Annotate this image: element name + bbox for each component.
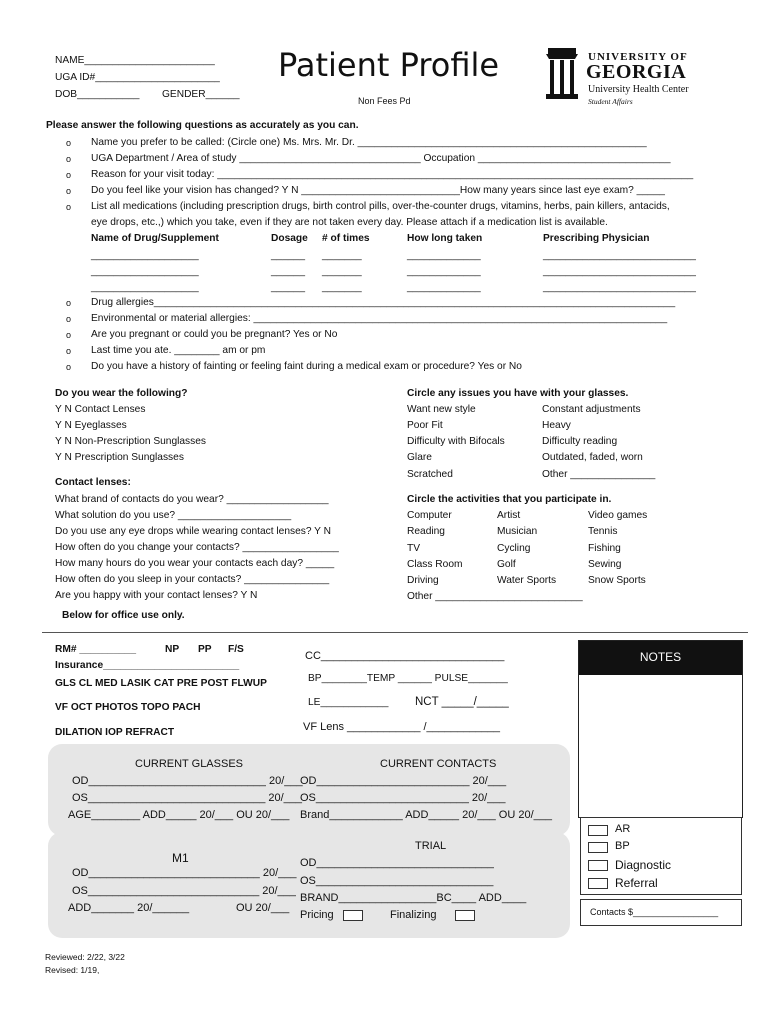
contacts-title: Contact lenses: [55,477,131,488]
med-row3-dosage[interactable]: ______ [271,282,305,293]
issues-title: Circle any issues you have with your glasses. [407,388,629,399]
name-field[interactable]: NAME_______________________ [55,55,215,66]
referral-checkbox[interactable] [588,878,608,889]
med-header-physician: Prescribing Physician [543,233,650,244]
issue-reading[interactable]: Difficulty reading [542,436,618,447]
med-header-howlong: How long taken [407,233,483,244]
glasses-os[interactable]: OS_____________________________ 20/___ [72,792,303,804]
m1-ou[interactable]: OU 20/___ [236,902,290,914]
activity-water-sports[interactable]: Water Sports [497,575,557,586]
finalizing-checkbox[interactable] [455,910,475,921]
wear-title: Do you wear the following? [55,388,188,399]
pricing-checkbox[interactable] [343,910,363,921]
pp-option[interactable]: PP [198,644,212,655]
issue-poor-fit[interactable]: Poor Fit [407,420,443,431]
dob-field[interactable]: DOB___________ [55,89,140,100]
vitals-field[interactable]: BP________TEMP ______ PULSE_______ [308,673,508,684]
office-use-label: Below for office use only. [62,610,185,621]
question-env-allergies: Environmental or material allergies: _________________________________________________________________________ [91,313,668,324]
dilation-options[interactable]: DILATION IOP REFRACT [55,727,175,738]
cc-field[interactable]: CC______________________________ [305,650,505,662]
current-contacts-title: CURRENT CONTACTS [380,758,497,770]
question-medications: List all medications (including prescription drugs, birth control pills, over-the-counter drugs, vitamins, herbs, pain killers, antacids, [91,201,670,212]
insurance-field[interactable]: Insurance________________________ [55,660,240,671]
med-row2-physician[interactable]: ___________________________ [543,266,696,277]
med-row1-name[interactable]: ___________________ [91,250,199,261]
question-department: UGA Department / Area of study ________________________________ Occupation __________________________________ [91,153,671,164]
question-reason: Reason for your visit today: ____________________________________________________________________________________ [91,169,694,180]
activity-classroom[interactable]: Class Room [407,559,463,570]
uga-logo: UNIVERSITY OF GEORGIA University Health Center Student Affairs [542,46,712,109]
wear-rx-sunglasses: Y N Prescription Sunglasses [55,452,184,463]
nct-field[interactable]: NCT _____/_____ [415,696,509,708]
issue-new-style[interactable]: Want new style [407,404,476,415]
med-row1-physician[interactable]: ___________________________ [543,250,696,261]
contacts-hours: How many hours do you wear your contacts each day? _____ [55,558,335,569]
activity-fishing[interactable]: Fishing [588,543,621,554]
finalizing-label: Finalizing [390,909,437,921]
contacts-eyedrops: Do you use any eye drops while wearing contact lenses? Y N [55,526,331,537]
contacts-cost-box[interactable] [580,899,742,926]
med-row2-howlong[interactable]: _____________ [407,266,481,277]
med-header-name: Name of Drug/Supplement [91,233,219,244]
issue-adjustments[interactable]: Constant adjustments [542,404,641,415]
m1-od[interactable]: OD____________________________ 20/___ [72,867,297,879]
office-divider [42,632,748,633]
page-title: Patient Profile [278,46,500,84]
issue-other[interactable]: Other _______________ [542,469,656,480]
contacts-solution: What solution do you use? ____________________ [55,510,292,521]
trial-os[interactable]: OS_____________________________ [300,875,494,887]
non-fees-label: Non Fees Pd [358,96,411,106]
rm-field[interactable]: RM# __________ [55,644,136,655]
issue-heavy[interactable]: Heavy [542,420,571,431]
med-header-dosage: Dosage [271,233,308,244]
med-row2-times[interactable]: _______ [322,266,362,277]
ar-checkbox[interactable] [588,825,608,836]
med-row1-howlong[interactable]: _____________ [407,250,481,261]
activity-driving[interactable]: Driving [407,575,439,586]
med-row2-dosage[interactable]: ______ [271,266,305,277]
bp-label: BP [615,840,630,852]
wear-contacts: Y N Contact Lenses [55,404,146,415]
trial-brand[interactable]: BRAND________________BC____ ADD____ [300,892,527,904]
gender-field[interactable]: GENDER______ [162,89,240,100]
vf-lens-field[interactable]: VF Lens ____________ /____________ [303,721,500,733]
contacts-change: How often do you change your contacts? _________________ [55,542,339,553]
issue-glare[interactable]: Glare [407,452,432,463]
uga-id-field[interactable]: UGA ID#______________________ [55,72,220,83]
glasses-age-add[interactable]: AGE________ ADD_____ 20/___ OU 20/___ [68,809,290,821]
m1-title: M1 [172,851,189,865]
reviewed-date: Reviewed: 2/22, 3/22 [45,952,125,962]
diagnostic-label: Diagnostic [615,858,672,872]
med-row3-howlong[interactable]: _____________ [407,282,481,293]
issue-outdated[interactable]: Outdated, faded, worn [542,452,643,463]
contacts-os[interactable]: OS_________________________ 20/___ [300,792,506,804]
med-row3-physician[interactable]: ___________________________ [543,282,696,293]
activity-sewing[interactable]: Sewing [588,559,622,570]
contacts-brand: What brand of contacts do you wear? __________________ [55,494,329,505]
ar-label: AR [615,823,631,835]
activities-title: Circle the activities that you participate in. [407,494,612,505]
trial-od[interactable]: OD_____________________________ [300,857,494,869]
question-drug-allergies: Drug allergies____________________________________________________________________________________________ [91,297,676,308]
contacts-happy: Are you happy with your contact lenses? Y N [55,590,258,601]
trial-title: TRIAL [415,840,447,852]
issue-bifocals[interactable]: Difficulty with Bifocals [407,436,505,447]
question-fainting: Do you have a history of fainting or feeling faint during a medical exam or procedure? Yes or No [91,361,522,372]
test-options[interactable]: VF OCT PHOTOS TOPO PACH [55,702,201,713]
notes-box[interactable] [578,640,743,818]
contacts-sleep: How often do you sleep in your contacts? _______________ [55,574,330,585]
referral-label: Referral [615,876,658,890]
med-row1-times[interactable]: _______ [322,250,362,261]
pricing-label: Pricing [300,909,334,921]
activity-cycling[interactable]: Cycling [497,543,531,554]
question-last-ate: Last time you ate. ________ am or pm [91,345,266,356]
med-row3-name[interactable]: ___________________ [91,282,199,293]
med-header-times: # of times [322,233,370,244]
med-row2-name[interactable]: ___________________ [91,266,199,277]
activity-musician[interactable]: Musician [497,526,538,537]
question-medications-cont: eye drops, etc.,) which you take, even if they are not taken every day. Please attach if a medication list is available. [91,217,608,228]
question-vision-changed: Do you feel like your vision has changed? Y N ____________________________How many years since last eye exam? _____ [91,185,665,196]
diagnostic-checkbox[interactable] [588,860,608,871]
activity-snow-sports[interactable]: Snow Sports [588,575,646,586]
notes-header: NOTES [579,641,742,675]
activity-computer[interactable]: Computer [407,510,452,521]
activity-video-games[interactable]: Video games [588,510,648,521]
bp-checkbox[interactable] [588,842,608,853]
fs-option[interactable]: F/S [228,644,244,655]
activity-reading[interactable]: Reading [407,526,445,537]
m1-add[interactable]: ADD_______ 20/______ [68,902,190,914]
contacts-brand-add[interactable]: Brand____________ ADD_____ 20/___ OU 20/___ [300,809,552,821]
m1-os[interactable]: OS____________________________ 20/___ [72,885,296,897]
current-glasses-title: CURRENT GLASSES [135,758,243,770]
glasses-od[interactable]: OD_____________________________ 20/___ [72,775,303,787]
activity-artist[interactable]: Artist [497,510,521,521]
question-preferred-name: Name you prefer to be called: (Circle one) Ms. Mrs. Mr. Dr. ___________________________________________________ [91,137,647,148]
issue-scratched[interactable]: Scratched [407,469,453,480]
activity-other[interactable]: Other __________________________ [407,591,583,602]
intro-text: Please answer the following questions as accurately as you can. [46,120,359,131]
question-pregnant: Are you pregnant or could you be pregnant? Yes or No [91,329,338,340]
np-option[interactable]: NP [165,644,180,655]
wear-eyeglasses: Y N Eyeglasses [55,420,127,431]
activity-golf[interactable]: Golf [497,559,516,570]
contacts-cost-field: Contacts $_________________ [590,907,719,917]
activity-tennis[interactable]: Tennis [588,526,618,537]
wear-nonrx-sunglasses: Y N Non-Prescription Sunglasses [55,436,206,447]
activity-tv[interactable]: TV [407,543,421,554]
revised-date: Revised: 1/19, [45,965,100,975]
contacts-od[interactable]: OD_________________________ 20/___ [300,775,507,787]
le-field[interactable]: LE____________ [308,697,389,708]
service-options[interactable]: GLS CL MED LASIK CAT PRE POST FLWUP [55,678,267,689]
med-row3-times[interactable]: _______ [322,282,362,293]
med-row1-dosage[interactable]: ______ [271,250,305,261]
